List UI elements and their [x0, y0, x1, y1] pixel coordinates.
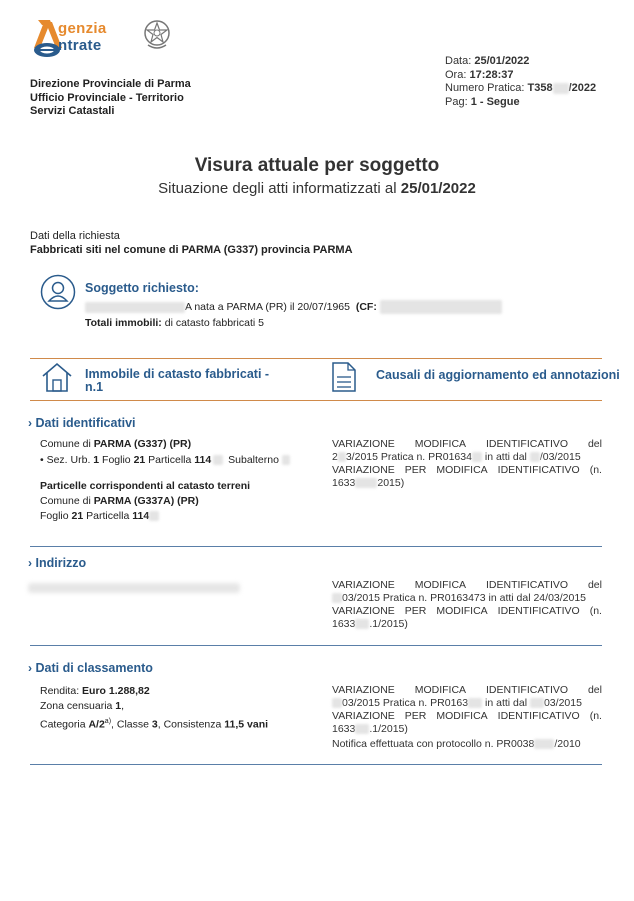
office-block [30, 78, 191, 119]
ident-part-label: Particella [145, 454, 195, 466]
subject-title: Soggetto richiesto: [85, 281, 199, 295]
notifica-prefix: Notifica effettuata con protocollo n. PR0038 [332, 738, 535, 750]
ident-part: 114 [194, 454, 212, 466]
class-rendita-label: Rendita: [40, 685, 83, 697]
causali-title: Causali di aggiornamento ed annotazioni [376, 368, 620, 382]
classamento-title: Dati di classamento [35, 661, 153, 675]
meta-ora-value: 17:28:37 [469, 68, 514, 81]
redacted-block [530, 698, 544, 708]
indirizzo-right-l4 [332, 618, 602, 631]
redacted-block [149, 511, 159, 521]
document-icon [331, 361, 357, 393]
redacted-block [355, 724, 369, 734]
divider-top [30, 358, 602, 359]
indirizzo-right-l2 [332, 592, 602, 605]
word: MODIFICA [414, 579, 467, 591]
subject-birth: A nata a PARMA (PR) il 20/07/1965 [185, 300, 350, 313]
class-zona-value: 1 [115, 700, 122, 712]
ident-foglio-label: Foglio [99, 454, 134, 466]
class-cons-label: , Consistenza [157, 718, 225, 731]
word: MODIFICA [414, 438, 467, 450]
word: del [587, 684, 602, 696]
word: MODIFICA [436, 605, 488, 617]
word: del [587, 438, 602, 450]
word: IDENTIFICATIVO [497, 464, 580, 476]
ident-part2-label: Particella [83, 510, 133, 522]
redacted-block [553, 83, 569, 94]
request-fabbricati [30, 243, 353, 257]
word: VARIAZIONE [332, 464, 395, 476]
ident-sez: 1 [93, 454, 100, 466]
indirizzo-title: Indirizzo [35, 556, 87, 570]
immobile-title [85, 368, 269, 394]
document-title: Visura attuale per soggetto [194, 155, 440, 176]
class-categoria [40, 714, 320, 733]
identificativi-right [332, 438, 602, 490]
word: (n. [589, 710, 602, 722]
class-zona-label: Zona censuaria [40, 700, 116, 712]
divider-bottom [30, 400, 602, 401]
text: 2 [332, 451, 338, 463]
redacted-block [472, 452, 482, 462]
meta-data [445, 55, 596, 69]
class-notifica [332, 738, 602, 751]
notifica-suffix: /2010 [554, 738, 581, 750]
meta-pratica-value-a: T358 [527, 82, 553, 95]
subject-totali [85, 317, 264, 329]
word: VARIAZIONE [332, 579, 395, 591]
text: 1633 [332, 723, 356, 735]
ident-foglio2-value: 21 [71, 510, 84, 522]
divider-identificativi [30, 546, 602, 547]
word: VARIAZIONE [332, 605, 395, 617]
redacted-block [355, 619, 369, 629]
section-indirizzo [28, 556, 86, 570]
redacted-block [332, 593, 342, 603]
request-fab-value: PARMA (G337) provincia PARMA [181, 244, 353, 256]
ident-right-l2 [332, 451, 602, 464]
text: in atti dal [482, 697, 530, 709]
text: 1633 [332, 618, 356, 630]
logo-text-genzia: genzia [58, 20, 107, 37]
text: .1/2015) [369, 618, 408, 630]
word: IDENTIFICATIVO [485, 684, 569, 696]
class-cons-value: 11,5 vani [224, 718, 269, 731]
document-subtitle [0, 180, 634, 197]
word: IDENTIFICATIVO [485, 438, 569, 450]
word: IDENTIFICATIVO [497, 605, 580, 617]
class-right-l1 [332, 684, 602, 697]
redacted-block [332, 698, 342, 708]
text: in atti dal [481, 451, 530, 463]
request-fab-prefix: Fabbricati siti nel comune di [30, 244, 182, 256]
meta-pag-value: 1 - Segue [470, 96, 520, 109]
indirizzo-right-l1 [332, 579, 602, 592]
office-line-1: Direzione Provinciale di Parma [30, 78, 191, 90]
subject-totali-label: Totali immobili: [85, 317, 162, 329]
identificativi-title: Dati identificativi [35, 416, 136, 430]
text: /03/2015 [539, 451, 581, 463]
ident-foglio2 [40, 510, 320, 523]
word: MODIFICA [436, 464, 488, 476]
word: del [587, 579, 602, 591]
ident-right-l3 [332, 464, 602, 477]
text: .1/2015) [369, 723, 408, 735]
class-classe-value: 3 [151, 718, 158, 731]
ident-terreni-title: Particelle corrispondenti al catasto terreni [40, 480, 251, 492]
word: PER [404, 710, 427, 722]
immobile-title-line1: Immobile di catasto fabbricati - [85, 367, 270, 381]
ident-part2-value: 114 [132, 510, 150, 522]
word: IDENTIFICATIVO [497, 710, 580, 722]
meta-ora-label: Ora: [445, 68, 467, 81]
word: MODIFICA [414, 684, 467, 696]
ident-sub-label: Subalterno [228, 454, 279, 466]
text: 3/2015 Pratica n. PR01634 [345, 451, 472, 463]
word: VARIAZIONE [332, 684, 395, 696]
chevron-right-icon: › [28, 416, 32, 430]
house-icon [40, 361, 74, 393]
agenzia-entrate-logo [30, 16, 180, 60]
divider-indirizzo [30, 645, 602, 646]
ident-right-l4 [332, 477, 602, 490]
user-avatar-icon [40, 274, 76, 310]
subtitle-prefix: Situazione degli atti informatizzati al [158, 180, 401, 197]
office-line-2: Ufficio Provinciale - Territorio [30, 91, 184, 104]
ident-comune2-prefix: Comune di [40, 495, 94, 507]
request-block [30, 229, 353, 257]
word: PER [404, 464, 427, 476]
class-classe-label: , Classe [111, 718, 152, 731]
class-rendita-value: Euro 1.288,82 [82, 685, 150, 697]
chevron-right-icon: › [28, 556, 32, 570]
redacted-block [282, 455, 290, 465]
section-identificativi [28, 416, 136, 430]
word: VARIAZIONE [332, 438, 395, 450]
class-right-l4 [332, 723, 602, 736]
divider-classamento [30, 764, 602, 765]
class-cat-sup: a) [104, 718, 112, 725]
word: IDENTIFICATIVO [485, 579, 569, 591]
meta-pratica-label: Numero Pratica: [445, 82, 525, 95]
subject-name-line [85, 300, 502, 314]
ident-foglio2-label: Foglio [40, 510, 72, 522]
request-label: Dati della richiesta [30, 230, 120, 242]
ident-comune [40, 438, 320, 451]
word: (n. [589, 464, 602, 476]
ident-comune2-value: PARMA (G337A) (PR) [93, 495, 199, 507]
word: VARIAZIONE [332, 710, 395, 722]
word: PER [404, 605, 427, 617]
word: (n. [589, 605, 602, 617]
subject-cf-label: (CF: [355, 300, 377, 313]
redacted-block [338, 452, 346, 462]
meta-pag [445, 96, 596, 110]
redacted-block [213, 455, 223, 465]
meta-pag-label: Pag: [445, 96, 468, 109]
identificativi-left [40, 438, 320, 523]
redacted-cf [380, 300, 502, 314]
text: 03/2015 Pratica n. PR0163473 in atti dal 24/03/2015 [342, 592, 587, 604]
class-zona: Zona censuaria 1, [40, 700, 125, 712]
meta-ora [445, 69, 596, 83]
logo-text-ntrate: ntrate [58, 37, 102, 54]
class-rendita [40, 684, 320, 699]
word: MODIFICA [436, 710, 488, 722]
ident-comune2 [40, 495, 320, 508]
subtitle-date: 25/01/2022 [400, 180, 476, 197]
text: 03/2015 Pratica n. PR0163 [342, 697, 469, 709]
section-classamento [28, 661, 153, 675]
redacted-block [355, 478, 377, 488]
classamento-left [40, 684, 320, 733]
ident-foglio: 21 [133, 454, 146, 466]
meta-data-label: Data: [445, 55, 472, 67]
ident-bullet: • Sez. Urb. [40, 454, 94, 466]
meta-block [445, 55, 596, 110]
republic-emblem-icon [142, 18, 172, 52]
classamento-right [332, 684, 602, 751]
redacted-name [85, 302, 185, 313]
text: 03/2015 [543, 697, 582, 709]
text: 1633 [332, 477, 356, 489]
class-cat-label: Categoria [40, 718, 89, 731]
class-right-l3 [332, 710, 602, 723]
chevron-right-icon: › [28, 661, 32, 675]
ident-sez-line [40, 454, 320, 467]
redacted-block [534, 739, 554, 749]
class-cat-value: A/2 [88, 718, 105, 731]
office-line-3: Servizi Catastali [30, 105, 115, 117]
ident-right-l1 [332, 438, 602, 451]
indirizzo-right [332, 579, 602, 631]
ident-comune-prefix: Comune di [40, 438, 94, 450]
redacted-block [468, 698, 482, 708]
redacted-address [28, 583, 240, 593]
indirizzo-right-l3 [332, 605, 602, 618]
meta-data-value: 25/01/2022 [474, 55, 530, 67]
class-right-l2 [332, 697, 602, 710]
immobile-title-line2: n.1 [85, 380, 104, 394]
subject-totali-value: di catasto fabbricati 5 [164, 317, 264, 329]
ident-comune-value: PARMA (G337) (PR) [93, 438, 192, 450]
text: 2015) [377, 477, 405, 489]
meta-pratica-value-b: /2022 [568, 82, 597, 95]
redacted-block [530, 452, 540, 462]
meta-pratica [445, 82, 596, 96]
